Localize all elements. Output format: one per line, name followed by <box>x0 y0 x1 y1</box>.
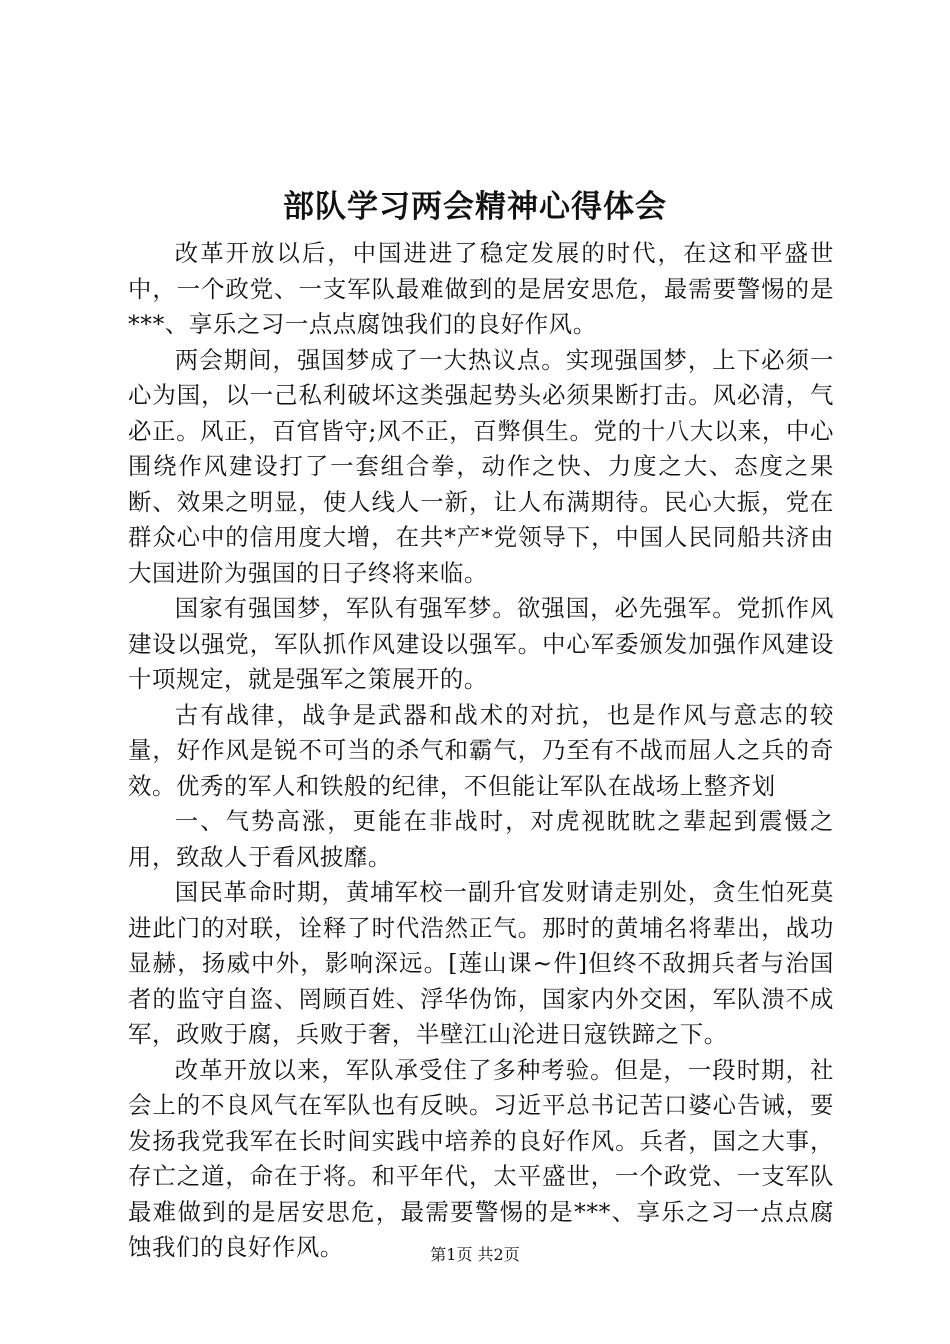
paragraph-4: 古有战律，战争是武器和战术的对抗，也是作风与意志的较量，好作风是锐不可当的杀气和霸气，乃至有不战而屈人之兵的奇效。优秀的军人和铁般的纪律，不但能让军队在战场上整齐划 <box>128 700 834 800</box>
paragraph-2: 两会期间，强国梦成了一大热议点。实现强国梦，上下必须一心为国，以一己私利破坏这类强起势头必须果断打击。风必清，气必正。风正，百官皆守;风不正，百弊俱生。党的十八大以来，中心围绕作风建设打了一套组合拳，动作之快、力度之大、态度之果断、效果之明显，使人线人一新，让人布满期待。民心大振，党在群众心中的信用度大增，在共*产*党领导下，中国人民同船共济由大国进阶为强国的日子终将来临。 <box>128 345 834 587</box>
paragraph-7: 改革开放以来，军队承受住了多种考验。但是，一段时期，社会上的不良风气在军队也有反映。习近平总书记苦口婆心告诫，要发扬我党我军在长时间实践中培养的良好作风。兵者，国之大事，存亡之道，命在于将。和平年代，太平盛世，一个政党、一支军队最难做到的是居安思危，最需要警惕的是***、享乐之习一点点腐蚀我们的良好作风。 <box>128 1055 834 1261</box>
paragraph-5: 一、气势高涨，更能在非战时，对虎视眈眈之辈起到震慑之用，致敌人于看风披靡。 <box>128 807 834 871</box>
paragraph-6: 国民革命时期，黄埔军校一副升官发财请走别处，贪生怕死莫进此门的对联，诠释了时代浩然正气。那时的黄埔名将辈出，战功显赫，扬威中外，影响深远。[莲山课~件]但终不敌拥兵者与治国者的监守自盗、罔顾百姓、浮华伪饰，国家内外交困，军队溃不成军，政败于腐，兵败于奢，半壁江山沦进日寇铁蹄之下。 <box>128 878 834 1048</box>
document-body <box>128 236 834 1266</box>
paragraph-3: 国家有强国梦，军队有强军梦。欲强国，必先强军。党抓作风建设以强党，军队抓作风建设以强军。中心军委颁发加强作风建设十项规定，就是强军之策展开的。 <box>128 594 834 693</box>
document-title: 部队学习两会精神心得体会 <box>283 189 667 225</box>
paragraph-1: 改革开放以后，中国进进了稳定发展的时代，在这和平盛世中，一个政党、一支军队最难做到的是居安思危，最需要警惕的是***、享乐之习一点点腐蚀我们的良好作风。 <box>128 239 834 338</box>
page-number-footer: 第1页 共2页 <box>430 1245 520 1264</box>
